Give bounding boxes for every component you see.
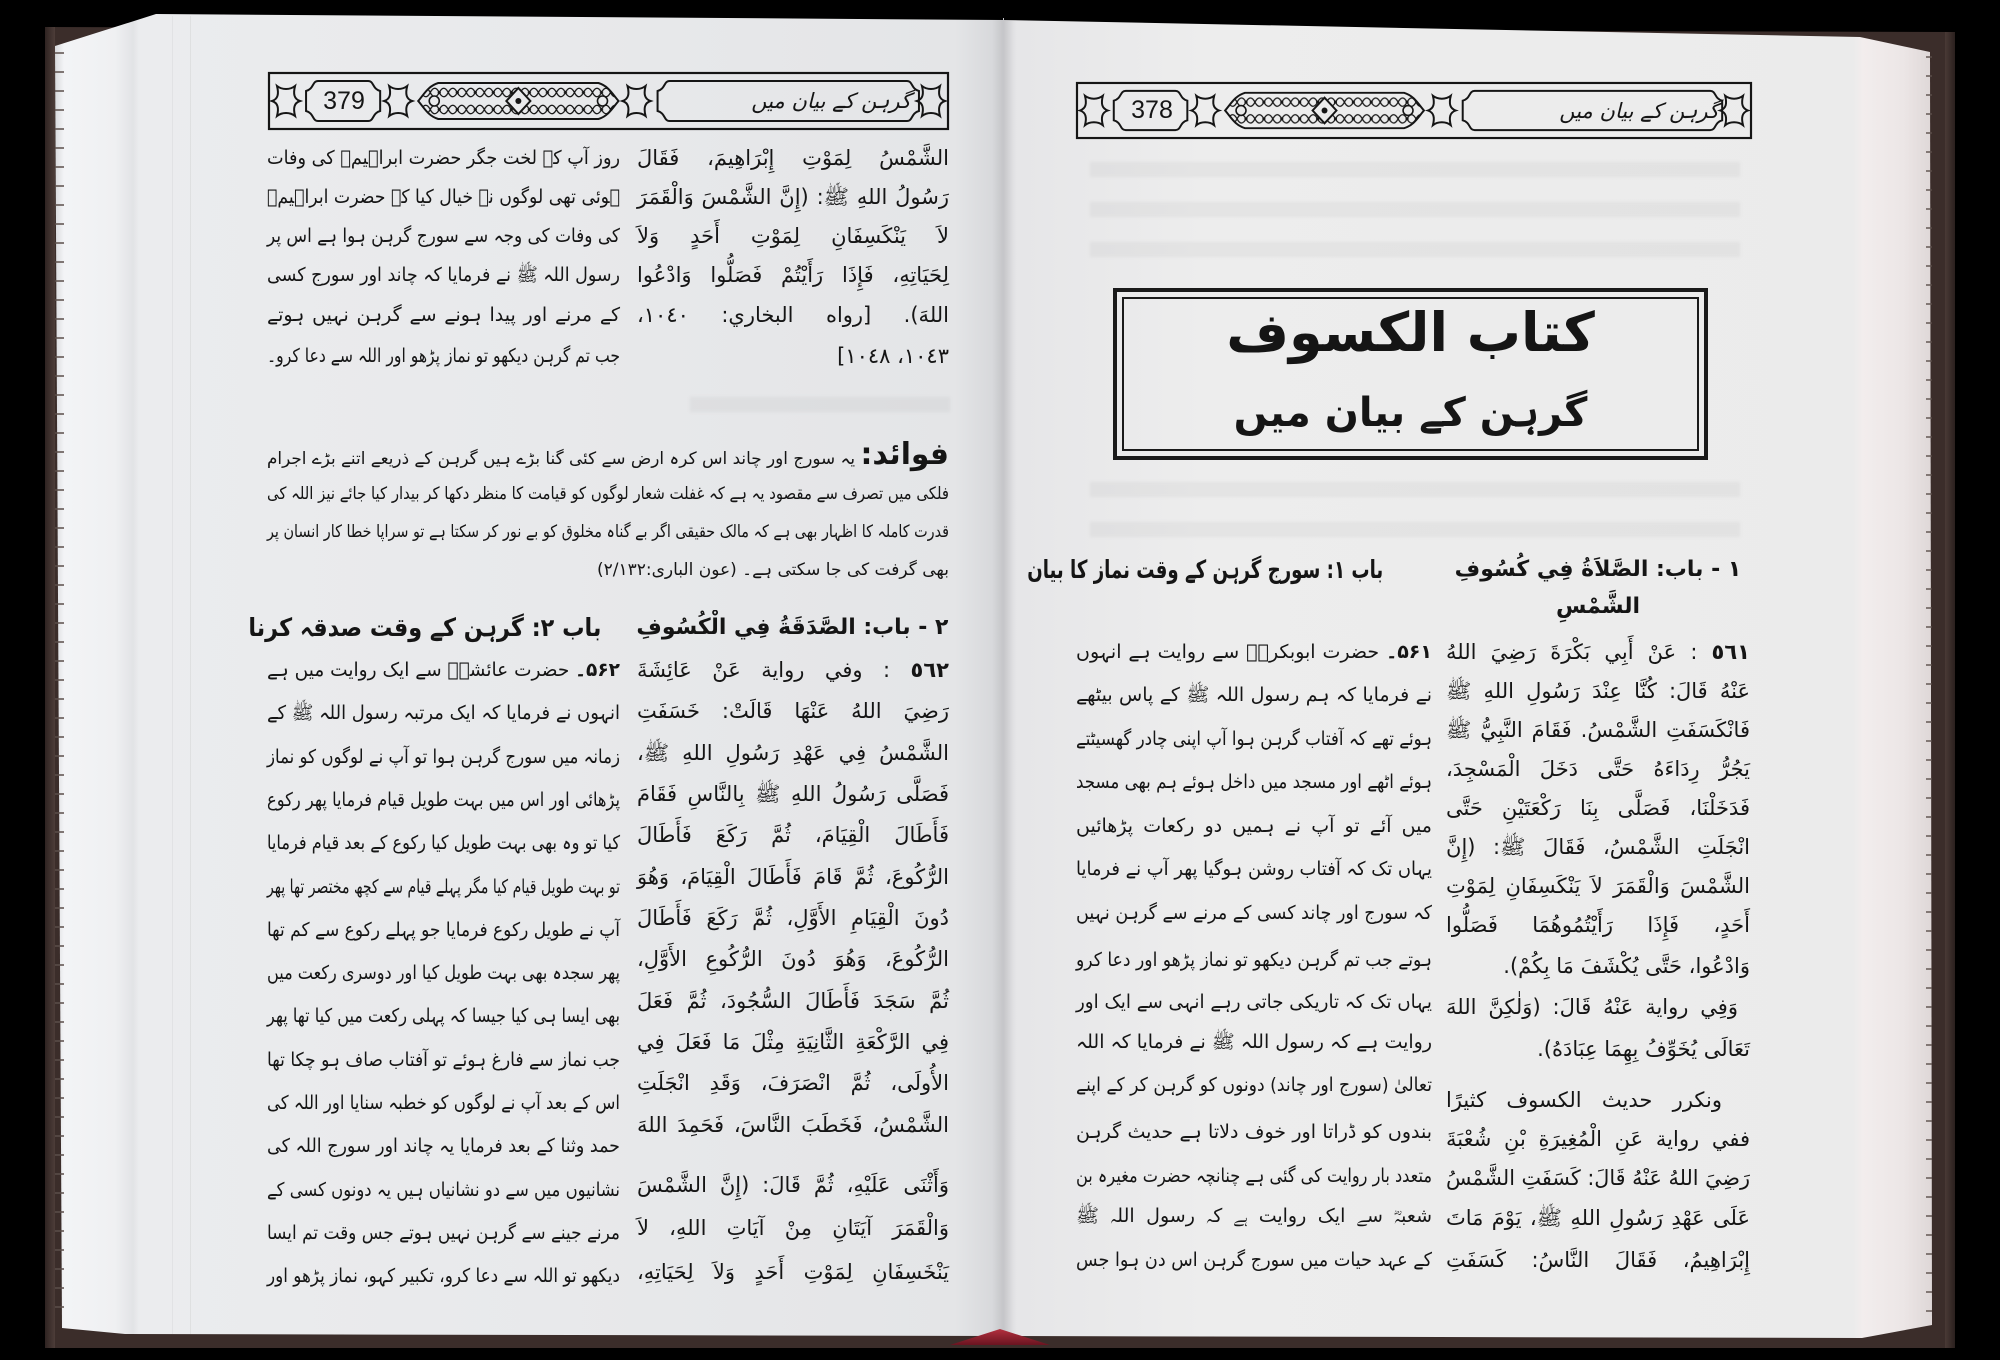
- arabic-line: دُونَ الْقِيَامِ الأَوَّلِ، ثُمَّ رَكَعَ فَأَطَالَ: [637, 906, 949, 930]
- arabic-line: الشَّمْسُ، فَخَطَبَ النَّاسَ، فَحَمِدَ اللهَ: [637, 1113, 949, 1137]
- fawaid-line: قدرت کاملہ کا اظہار بھی ہے کہ مالک حقیقی اگر بے گناہ مخلوق کو بے نور کر سکتا ہے تو سراپا خطا کار انسان پر: [266, 522, 949, 542]
- urdu-line: نشانیوں میں سے دو نشانیاں ہیں یہ دونوں کسی کے: [266, 1179, 620, 1201]
- arabic-line: وَالْقَمَرَ آيَتَانِ مِنْ آيَاتِ اللهِ، لاَ: [636, 1216, 949, 1240]
- arabic-line: يَنْخَسِفَانِ لِمَوْتِ أَحَدٍ وَلاَ لِحَيَاتِهِ،: [637, 1260, 949, 1284]
- show-through-text: [690, 385, 950, 430]
- urdu-line: اس کے بعد آپ نے لوگوں کو خطبہ سنایا اور اللہ کی: [267, 1092, 620, 1114]
- hadith-number: ٥٦٢: [910, 658, 949, 682]
- left-page-stack-edge: [55, 52, 64, 1324]
- arabic-line: وَفِي رواية عَنْهُ قَالَ: (وَلٰكِنَّ اللهَ: [1446, 995, 1738, 1019]
- book-title-urdu: گرہن کے بیان میں: [1233, 390, 1588, 436]
- urdu-line: متعدد بار روایت کی گئی ہے چنانچہ حضرت مغیرہ بن: [1075, 1165, 1432, 1187]
- urdu-line: [267, 650, 620, 690]
- fawaid-line: فلکی میں تصرف سے مقصود یہ ہے کہ غفلت شعار لوگوں کو قیامت کا منظر دکھا کر بیدار کیا جائے نیز اللہ کی: [266, 484, 949, 504]
- page-number: 378: [1131, 96, 1173, 124]
- arabic-line: وَادْعُوا، حَتَّى يُكْشَفَ مَا بِكُمْ).: [1503, 954, 1750, 978]
- arabic-line: الرُّكُوعَ، وَهُوَ دُونَ الرُّكُوعِ الأَوَّلِ،: [637, 947, 949, 971]
- chapter-heading-arabic: الشَّمْسِ: [1555, 594, 1641, 619]
- hadith-number: ٥٦١: [1711, 640, 1750, 664]
- arabic-line: فَصَلَّى رَسُولُ اللهِ ﷺ بِالنَّاسِ فَقَامَ: [636, 782, 949, 806]
- urdu-line: کے عہد حیات میں سورج گرہن اس دن ہوا جس: [1076, 1249, 1432, 1271]
- urdu-line: زمانہ میں سورج گرہن ہوا تو آپ نے لوگوں کو نماز: [266, 746, 620, 768]
- urdu-line: جب نماز سے فارغ ہوئے تو آفتاب صاف ہو چکا تھا: [266, 1049, 620, 1071]
- arabic-line: [637, 650, 949, 690]
- arabic-line: فَأَطَالَ الْقِيَامَ، ثُمَّ رَكَعَ فَأَطَالَ: [637, 823, 949, 847]
- right-page-stack-edge: [1926, 56, 1932, 1318]
- urdu-line: یہاں تک کہ آفتاب روشن ہوگیا پھر آپ نے فرمایا: [1076, 858, 1432, 880]
- arabic-text: : وفي رواية عَنْ عَائِشَةَ: [637, 658, 911, 682]
- urdu-line: پڑھائی اور اس میں بہت طویل قیام فرمایا پھر رکوع: [266, 789, 620, 811]
- chapter-heading-arabic: ١ - باب: الصَّلاَةُ فِي كُسُوفِ: [1454, 557, 1742, 582]
- running-title: گرہن کے بیان میں: [751, 89, 911, 113]
- arabic-line: فَدَخَلْنَا، فَصَلَّى بِنَا رَكْعَتَيْنِ حَتَّى: [1445, 796, 1750, 820]
- urdu-line: حمد وثنا کے بعد فرمایا یہ چاند اور سورج اللہ کی: [266, 1135, 620, 1157]
- arabic-text: : عَنْ أَبِي بَكْرَةَ رَضِيَ اللهُ: [1446, 640, 1712, 664]
- urdu-line: ہوئے تھے کہ آفتاب گرہن ہوا آپ اپنی چادر گھسیٹتے: [1075, 728, 1432, 750]
- arabic-line: تَعَالَى يُخَوِّفُ بِهِمَا عِبَادَهُ).: [1537, 1037, 1750, 1061]
- arabic-line: الشَّمْسَ وَالْقَمَرَ لاَ يَنْكَسِفَانِ لِمَوْتِ: [1446, 874, 1750, 898]
- arabic-line: يَجُرُّ رِدَاءَهُ حَتَّى دَخَلَ الْمَسْجِدَ،: [1446, 757, 1750, 781]
- show-through-text: [1090, 470, 1740, 540]
- urdu-line: بھی ایسا ہی کیا جیسا کہ پہلی رکعت میں کیا تھا پھر: [267, 1005, 620, 1027]
- book-gutter: [1003, 18, 1004, 1336]
- urdu-line: انہوں نے فرمایا کہ ایک مرتبہ رسول اللہ ﷺ کے: [267, 702, 620, 724]
- arabic-line: أَحَدٍ، فَإِذَا رَأَيْتُمُوهُمَا فَصَلُّوا: [1446, 913, 1750, 937]
- arabic-line: ففي رواية عَنِ الْمُغِيرَةِ بْنِ شُعْبَةَ: [1445, 1127, 1750, 1151]
- hadith-number: ۵۶۲۔: [575, 659, 620, 681]
- arabic-line: رَضِيَ اللهُ عَنْهَا قَالَتْ: خَسَفَتِ: [637, 699, 949, 723]
- arabic-line-reference: ١٠٤٣، ١٠٤٨]: [837, 344, 949, 368]
- arabic-line: لِحَيَاتِهِ، فَإِذَا رَأَيْتُمْ فَصَلُّوا وَادْعُوا: [637, 263, 949, 287]
- chapter-heading-urdu: باب ۲: گرہن کے وقت صدقہ کرنا: [248, 613, 602, 642]
- chapter-heading-arabic: ٢ - باب: الصَّدَقَةُ فِي الْكُسُوفِ: [636, 615, 949, 640]
- urdu-line: [1076, 632, 1432, 672]
- arabic-line: رَضِيَ اللهُ عَنْهُ قَالَ: كَسَفَتِ الشَّمْسُ: [1446, 1166, 1750, 1190]
- urdu-line: رسول اللہ ﷺ نے فرمایا کہ چاند اور سورج کسی: [266, 264, 620, 286]
- fawaid-text: یہ سورج اور چاند اس کرہ ارض سے کئی گنا بڑے ہیں گرہن کے ذریعے اتنے بڑے اجرام: [266, 449, 861, 469]
- fawaid-label: فوائد:: [860, 437, 949, 472]
- urdu-line: مرنے جینے سے گرہن نہیں ہوتے جس وقت تم ایسا: [267, 1222, 620, 1244]
- arabic-line: الأُولَى، ثُمَّ انْصَرَفَ، وَقَدِ انْجَلَتِ: [637, 1071, 949, 1095]
- left-page-header: [268, 72, 949, 130]
- urdu-line: شعبہؓ سے ایک روایت ہے کہ رسول اللہ ﷺ: [1076, 1205, 1432, 1227]
- urdu-line: نے فرمایا کہ ہم رسول اللہ ﷺ کے پاس بیٹھے: [1075, 684, 1432, 706]
- fawaid-line: [266, 435, 949, 475]
- book-cover-right-edge: [1945, 32, 1955, 1348]
- urdu-line: کے مرنے اور پیدا ہونے سے گرہن نہیں ہوتے: [266, 304, 620, 326]
- urdu-line: کی وفات کی وجہ سے سورج گرہن ہوا ہے اس پر: [266, 225, 620, 247]
- urdu-line: یہاں تک کہ تاریکی جاتی رہے انہی سے ایک اور: [1075, 991, 1432, 1013]
- arabic-line: الرُّكُوعَ، ثُمَّ قَامَ فَأَطَالَ الْقِيَامَ، وَهُوَ: [636, 865, 949, 889]
- urdu-line: کیا تو وہ بھی بہت طویل کیا رکوع کے بعد قیام فرمایا: [267, 832, 620, 854]
- urdu-line: کہ سورج اور چاند کسی کے مرنے سے گرہن نہیں: [1076, 902, 1432, 924]
- arabic-line: عَلَى عَهْدِ رَسُولِ اللهِ ﷺ، يَوْمَ مَاتَ: [1445, 1206, 1750, 1230]
- book-title-arabic: كتاب الكسوف: [1226, 301, 1595, 364]
- urdu-line: ہوتے جب تم گرہن دیکھو تو نماز پڑھو اور دعا کرو: [1076, 949, 1432, 971]
- hadith-number: ۵۶۱۔: [1386, 641, 1432, 663]
- urdu-line: روز آپ کے لخت جگر حضرت ابراہیمؓ کی وفات: [267, 147, 620, 169]
- left-page-fold-line: [190, 16, 191, 1334]
- arabic-line: [1446, 632, 1750, 672]
- show-through-text: [1090, 150, 1740, 275]
- arabic-line: انْجَلَتِ الشَّمْسُ، فَقَالَ ﷺ: (إِنَّ: [1446, 835, 1750, 859]
- fawaid-line-reference: بھی گرفت کی جا سکتی ہے۔ (عون الباری:۲/۱۳۲): [596, 560, 949, 580]
- arabic-line: ثُمَّ سَجَدَ فَأَطَالَ السُّجُودَ، ثُمَّ فَعَلَ: [637, 989, 949, 1013]
- urdu-line: ہوئی تھی لوگوں نے خیال کیا کہ حضرت ابراہیمؓ: [266, 186, 620, 208]
- urdu-line: جب تم گرہن دیکھو تو نماز پڑھو اور اللہ سے دعا کرو۔: [267, 345, 620, 367]
- chapter-heading-urdu: باب ۱: سورج گرہن کے وقت نماز کا بیان: [1027, 555, 1384, 584]
- urdu-line: تو بہت طویل قیام کیا مگر پہلے قیام سے کچھ مختصر تھا پھر: [267, 876, 620, 898]
- book-cover-left-edge: [45, 27, 55, 1348]
- arabic-line: عَنْهُ قَالَ: كُنَّا عِنْدَ رَسُولِ اللهِ ﷺ: [1446, 679, 1750, 703]
- arabic-line: إِبْرَاهِيمُ، فَقَالَ النَّاسُ: كَسَفَتِ: [1446, 1248, 1750, 1272]
- arabic-line: رَسُولُ اللهِ ﷺ: (إِنَّ الشَّمْسَ وَالْقَمَرَ: [636, 185, 949, 209]
- urdu-line: دیکھو تو اللہ سے دعا کرو، تکبیر کہو، نماز پڑھو اور: [267, 1265, 620, 1287]
- arabic-line: لاَ يَنْكَسِفَانِ لِمَوْتِ أَحَدٍ وَلاَ: [637, 224, 949, 248]
- urdu-line: بندوں کو ڈراتا اور خوف دلاتا ہے حدیث گرہن: [1075, 1121, 1432, 1143]
- urdu-line: تعالیٰ (سورج اور چاند) دونوں کو گرہن کر کے اپنے: [1075, 1074, 1432, 1096]
- page-number: 379: [323, 86, 365, 115]
- arabic-line: فِي الرَّكْعَةِ الثَّانِيَةِ مِثْلَ مَا فَعَلَ فِي: [636, 1030, 949, 1054]
- urdu-line: آپ نے طویل رکوع فرمایا جو پہلے رکوع سے کم تھا: [266, 919, 620, 941]
- arabic-line: ونكرر حديث الكسوف كثيرًا: [1445, 1088, 1722, 1112]
- urdu-text: حضرت ابوبکرۃؓ سے روایت ہے انہوں: [1076, 641, 1387, 663]
- arabic-line: وَأَثْنَى عَلَيْهِ، ثُمَّ قَالَ: (إِنَّ الشَّمْسَ: [637, 1173, 949, 1197]
- arabic-line: فَانْكَسَفَتِ الشَّمْسُ. فَقَامَ النَّبِيُّ ﷺ: [1446, 718, 1750, 742]
- right-page-header: [1076, 82, 1752, 139]
- arabic-line: الشَّمْسُ لِمَوْتِ إِبْرَاهِيمَ، فَقَالَ: [637, 146, 949, 170]
- chapter-title-box: [1113, 288, 1708, 460]
- arabic-line: اللهَ). [رواه البخاري: ١٠٤٠،: [636, 303, 949, 327]
- urdu-line: پھر سجدہ بھی بہت طویل کیا اور دوسری رکعت میں: [266, 962, 620, 984]
- left-page-fold-line: [172, 16, 173, 1334]
- urdu-line: میں آئے تو آپ نے ہمیں دو رکعات پڑھائیں: [1076, 815, 1432, 837]
- urdu-line: ہوئے اٹھے اور مسجد میں داخل ہوئے ہم بھی مسجد: [1076, 771, 1432, 793]
- urdu-line: روایت ہے کہ رسول اللہ ﷺ نے فرمایا کہ اللہ: [1076, 1031, 1432, 1053]
- urdu-text: حضرت عائشہؓ سے ایک روایت میں ہے: [267, 659, 576, 681]
- arabic-line: الشَّمْسُ فِي عَهْدِ رَسُولِ اللهِ ﷺ،: [636, 741, 949, 765]
- running-title: گرہن کے بیان میں: [1559, 98, 1719, 123]
